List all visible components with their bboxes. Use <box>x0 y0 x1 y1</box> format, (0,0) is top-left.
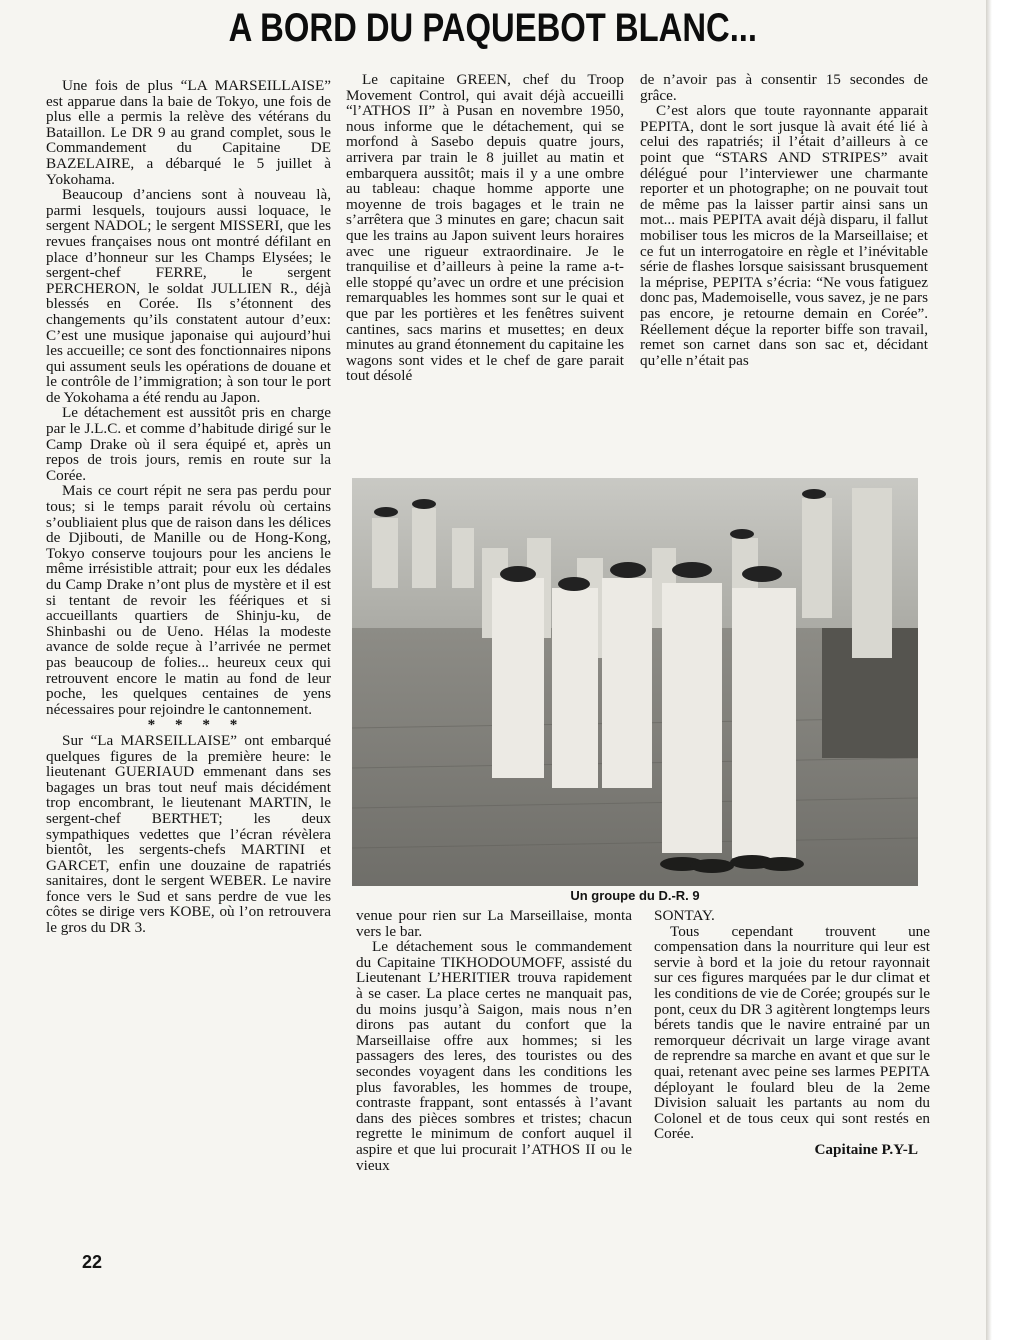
column-middle-bottom <box>356 908 632 1173</box>
paragraph: C’est alors que toute rayonnante apparait PEPITA, dont le sort jusque là avait été lié à celui des rapatriés; il l’était d’ailleurs à ce point que “STARS AND STRIPES” avait délégué pour l’interviewer une charmante reporter et un photographe; on ne pouvait tout de même pas la laisser partir ainsi sans un mot... mais PEPITA avait déjà disparu, il fallut mobiliser tous les micros de la Marseillaise; et ce fut un interrogatoire en règle et l’inévitable série de flashes lorsque saisissant brusquement la méprise, PEPITA s’écria: “Ne vous fatiguez donc pas, Mademoiselle, vous savez, je ne pars pas encore, je retourne demain en Corée”. Réellement déçue la reporter biffe son travail, remet son carnet dans son sac et, décidant qu’elle n’était pas <box>640 102 928 369</box>
column-right-top <box>640 72 928 368</box>
paragraph: SONTAY. <box>654 907 715 924</box>
photo-illustration <box>352 478 918 886</box>
photo-caption: Un groupe du D.-R. 9 <box>570 888 700 903</box>
section-separator: * * * * <box>147 716 246 734</box>
paragraph: Le capitaine GREEN, chef du Troop Movement Control, qui avait déjà accueilli “l’ATHOS II” à Pusan en novembre 1950, nous informe que le détachement, qui se morfond à Sasebo depuis quatre jours, arrivera par train le 8 juillet au matin et embarquera aussitôt; mais il y a une ombre au tableau: chaque homme apporte une moyenne de trois bagages et le train ne s’arrêtera que 3 minutes en gare; chacun sait que les trains au Japon suivent leurs horaires avec une rigueur extraordinaire. Je le tranquilise et d’ailleurs à peine la rame a-t-elle stoppé qu’avec un ordre et une précision remarquables les hommes sont sur le quai et que par les portières et les fenêtres suivent cantines, sacs marins et musettes; en deux minutes au grand étonnement du capitaine les wagons sont vides et le chef de gare parait tout désolé <box>346 71 624 385</box>
author-signature: Capitaine P.Y-L <box>814 1140 918 1158</box>
paragraph: Beaucoup d’anciens sont à nouveau là, parmi lesquels, toujours aussi loquace, le sergent NADOL; le sergent MISSERI, que les revues françaises nous ont montré défilant en place d’honneur sur les Champs Elysées; le sergent-chef FERRE, le sergent PERCHERON, le soldat JULLIEN R., déjà blessés en Corée. Ils s’étonnent des changements qu’ils constatent autour d’eux: C’est une musique japonaise qui aujourd’hui les accueille; ce sont des fonctionnaires nipons qui assument seuls les opérations de douane et le contrôle de l’immigration; à son tour le port de Yokohama a été rendu au Japon. <box>46 186 331 406</box>
paragraph: Le détachement est aussitôt pris en charge par le J.L.C. et comme d’habitude dirigé sur le Camp Drake où il sera équipé et, après un repos de trois jours, remis en route sur la Corée. <box>46 404 331 484</box>
page-edge <box>986 0 1024 1340</box>
paragraph: Le détachement sous le commandement du Capitaine TIKHODOUMOFF, assisté du Lieutenant L’HERITIER trouva rapidement à se caser. La place certes ne manquait pas, du moins jusqu’à Saigon, mais nous n’en dirons pas autant du confort que la Marseillaise offre aux hommes; si les passagers des leres, des touristes ou des secondes voyagent dans les conditions les plus favorables, les hommes de troupe, contraste frappant, sont entassés à l’avant dans des pièces sombres et tristes; chacun regrette le minimum de confort auquel il aspire et que lui procurait l’ATHOS II ou le vieux <box>356 938 632 1174</box>
paragraph: Sur “La MARSEILLAISE” ont embarqué quelques figures de la première heure: le lieutenant GUERIAUD emmenant dans ses bagages un bras tout neuf mais décidément trop encombrant, le lieutenant MARTIN, le sergent-chef BERTHET; les deux sympathiques vedettes que l’écran révèlera bientôt, les sergents-chefs MARTINI et GARCET, enfin une douzaine de rapatriés sanitaires, dont le sergent WEBER. Le navire fonce vers le Sud et sans perdre de vue les côtes se dirige vers KOBE, où l’on retrouvera le gros du DR 3. <box>46 731 331 937</box>
column-middle-top <box>346 72 624 384</box>
column-right-bottom <box>654 908 930 1158</box>
column-left <box>46 78 331 936</box>
paragraph: Mais ce court répit ne sera pas perdu pour tous; si le temps parait révolu où certains s’oubliaient plus que de raison dans les délices de Djibouti, de Manille ou de Hong-Kong, Tokyo conserve toujours pour les anciens le même irrésistible attrait; pour eux les dédales du Camp Drake n’ont plus de mystère et il est si tentant de revoir les féériques et si accueillants quartiers de Shinju-ku, de Shinbashi ou de Ueno. Hélas la modeste avance de solde reçue à l’arrivée ne permet pas beaucoup de folies... heureux ceux qui retrouvent encore le matin au fond de leur poche, les quelques centaines de yens nécessaires pour rejoindre le cantonnement. <box>46 482 331 718</box>
article-title: A BORD DU PAQUEBOT BLANC... <box>228 6 758 50</box>
group-photo <box>352 478 918 886</box>
paragraph: Une fois de plus “LA MARSEILLAISE” est apparue dans la baie de Tokyo, une fois de plus elle a permis la relève des vétérans du Bataillon. Le DR 9 au grand complet, sous le Commandement du Capitaine DE BAZELAIRE, a débarqué le 5 juillet à Yokohama. <box>46 77 331 188</box>
page-number: 22 <box>82 1252 103 1272</box>
paragraph: venue pour rien sur La Marseillaise, monta vers le bar. <box>356 907 632 940</box>
paragraph: Tous cependant trouvent une compensation dans la nourriture qui leur est servie à bord et la joie du retour rayonnait sur ces figures marquées par le dur climat et les conditions de vie de Corée; groupés sur le pont, ceux du DR 3 agitèrent longtemps leurs bérets tandis que le navire entrainé par un remorqueur décrivait un large virage avant de reprendre sa marche en avant et que sur le quai, retenant avec peine ses larmes PEPITA déployant le foulard bleu de la 2eme Division saluait les partants au nom du Colonel et de tous ceux qui sont restés en Corée. <box>654 922 930 1143</box>
paragraph: de n’avoir pas à consentir 15 secondes de grâce. <box>640 71 928 104</box>
